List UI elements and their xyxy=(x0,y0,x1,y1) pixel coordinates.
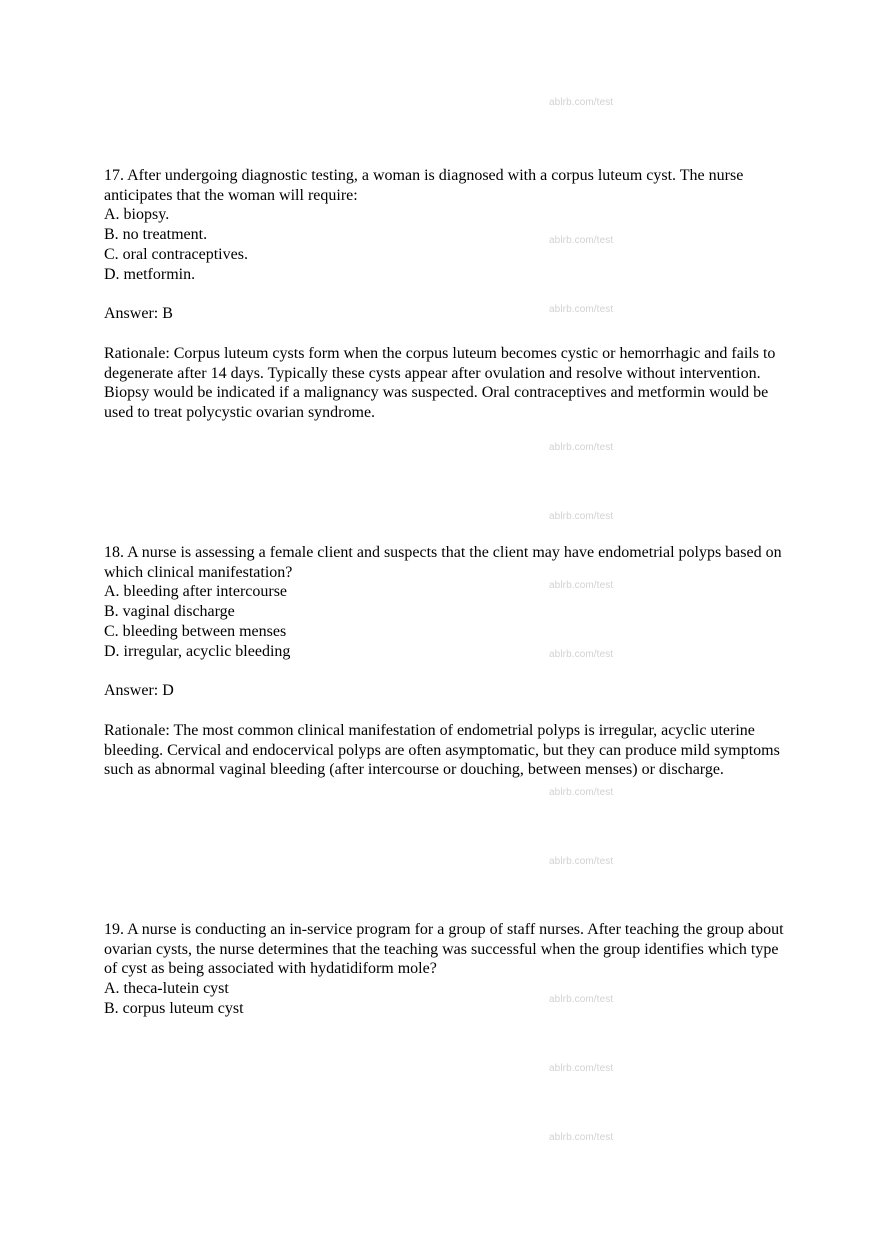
option-d: D. metformin. xyxy=(104,265,196,283)
rationale: Rationale: Corpus luteum cysts form when the corpus luteum becomes cystic or hemorrhagic and fails to degenerate after 14 days. Typically these cysts appear after ovulation and resolve without intervention. Biopsy would be indicated if a malignancy was suspected. Oral contraceptives and metformin would be used to treat polycystic ovarian syndrome. xyxy=(104,344,776,422)
watermark: ablrb.com/test xyxy=(549,787,614,798)
watermark: ablrb.com/test xyxy=(549,1132,614,1140)
watermark: ablrb.com/test xyxy=(549,649,614,660)
rationale: Rationale: The most common clinical manifestation of endometrial polyps is irregular, acyclic uterine bleeding. Cervical and endocervical polyps are often asymptomatic, but they can produce mild symptoms such as abnormal vaginal bleeding (after intercourse or douching, between menses) or discharge. xyxy=(104,721,780,779)
question-stem: 19. A nurse is conducting an in-service program for a group of staff nurses. After teaching the group about ovarian cysts, the nurse determines that the teaching was successful when the group identifies which type of cyst as being associated with hydatidiform mole? xyxy=(104,921,784,978)
question-17 xyxy=(104,166,784,423)
answer: Answer: D xyxy=(104,682,174,700)
answer: Answer: B xyxy=(104,305,173,323)
option-a: A. theca-lutein cyst xyxy=(104,980,229,998)
option-c: C. bleeding between menses xyxy=(104,622,287,640)
watermark: ablrb.com/test xyxy=(549,511,614,522)
watermark: ablrb.com/test xyxy=(549,1063,614,1074)
watermark: ablrb.com/test xyxy=(549,97,614,108)
watermark: ablrb.com/test xyxy=(549,235,614,246)
option-c: C. oral contraceptives. xyxy=(104,245,248,263)
option-d: D. irregular, acyclic bleeding xyxy=(104,642,291,660)
option-a: A. bleeding after intercourse xyxy=(104,583,288,601)
option-b: B. no treatment. xyxy=(104,226,208,244)
watermark: ablrb.com/test xyxy=(549,304,614,315)
watermark: ablrb.com/test xyxy=(549,856,614,867)
question-18 xyxy=(104,543,784,780)
question-stem: 18. A nurse is assessing a female client and suspects that the client may have endometrial polyps based on which clinical manifestation? xyxy=(104,544,782,581)
question-stem: 17. After undergoing diagnostic testing, a woman is diagnosed with a corpus luteum cyst. The nurse anticipates that the woman will require: xyxy=(104,167,744,204)
watermark: ablrb.com/test xyxy=(549,994,614,1005)
watermark: ablrb.com/test xyxy=(549,442,614,453)
option-a: A. biopsy. xyxy=(104,206,170,224)
option-b: B. vaginal discharge xyxy=(104,603,235,621)
option-b: B. corpus luteum cyst xyxy=(104,999,244,1017)
watermark: ablrb.com/test xyxy=(549,580,614,591)
question-19 xyxy=(104,920,784,1019)
